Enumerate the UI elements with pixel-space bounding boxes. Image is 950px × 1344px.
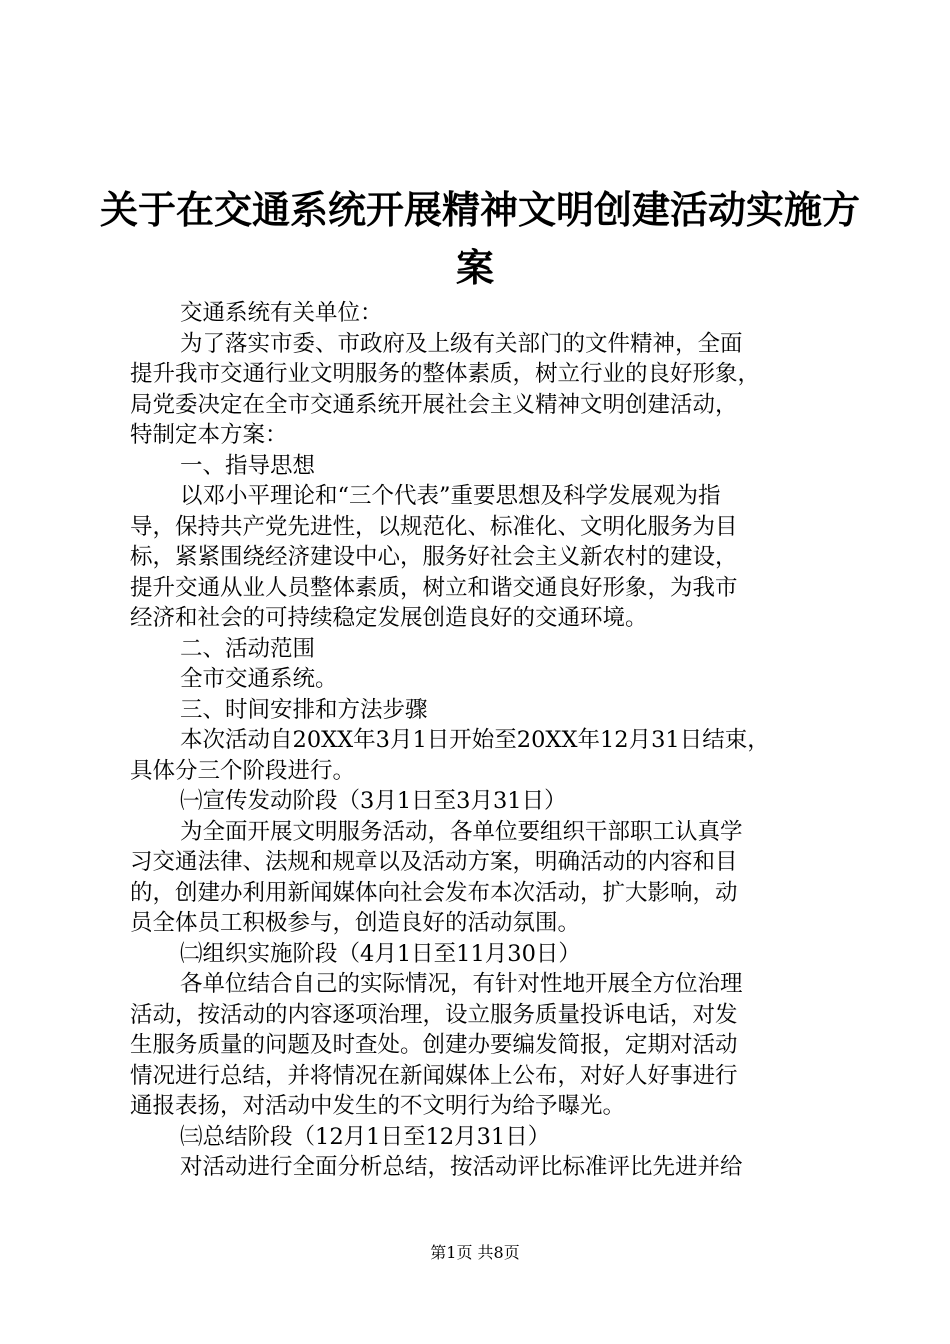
paragraph-line: 员全体员工积极参与，创造良好的活动氛围。	[130, 910, 581, 936]
document-title-line-2: 案	[455, 246, 494, 290]
paragraph-line: 以邓小平理论和“三个代表”重要思想及科学发展观为指	[180, 483, 721, 509]
subsection-heading: ㈠宣传发动阶段（3月1日至3月31日）	[180, 788, 567, 814]
paragraph-line: 特制定本方案：	[130, 422, 288, 448]
paragraph-line: 对活动进行全面分析总结，按活动评比标准评比先进并给	[180, 1154, 743, 1180]
paragraph-line: 活动，按活动的内容逐项治理，设立服务质量投诉电话，对发	[130, 1001, 738, 1028]
paragraph-line: 各单位结合自己的实际情况，有针对性地开展全方位治理	[180, 971, 743, 997]
subsection-heading: ㈡组织实施阶段（4月1日至11月30日）	[180, 940, 581, 967]
section-heading: 三、时间安排和方法步骤	[180, 696, 428, 723]
paragraph-line: 全市交通系统。	[180, 666, 338, 692]
salutation: 交通系统有关单位：	[180, 300, 383, 326]
paragraph-line: 导，保持共产党先进性，以规范化、标准化、文明化服务为目	[130, 513, 738, 540]
paragraph-line: 为全面开展文明服务活动，各单位要组织干部职工认真学	[180, 818, 743, 845]
paragraph-line: 标，紧紧围绕经济建设中心，服务好社会主义新农村的建设，	[130, 544, 738, 570]
paragraph-line: 提升我市交通行业文明服务的整体素质，树立行业的良好形象，	[130, 361, 761, 387]
paragraph-line: 本次活动自20XX年3月1日开始至20XX年12月31日结束，	[180, 727, 770, 753]
paragraph-line: 生服务质量的问题及时查处。创建办要编发简报，定期对活动	[130, 1032, 738, 1058]
paragraph-line: 局党委决定在全市交通系统开展社会主义精神文明创建活动，	[130, 391, 738, 418]
paragraph-line: 经济和社会的可持续稳定发展创造良好的交通环境。	[130, 605, 648, 631]
paragraph-line: 提升交通从业人员整体素质，树立和谐交通良好形象，为我市	[130, 574, 738, 601]
paragraph-line: 习交通法律、法规和规章以及活动方案，明确活动的内容和目	[130, 849, 738, 875]
paragraph-line: 为了落实市委、市政府及上级有关部门的文件精神，全面	[180, 330, 743, 357]
document-body	[130, 298, 830, 1183]
paragraph-line: 情况进行总结，并将情况在新闻媒体上公布，对好人好事进行	[130, 1062, 738, 1089]
paragraph-line: 具体分三个阶段进行。	[130, 757, 356, 784]
document-title-line-1: 关于在交通系统开展精神文明创建活动实施方	[100, 188, 861, 232]
section-heading: 二、活动范围	[180, 635, 316, 662]
subsection-heading: ㈢总结阶段（12月1日至12月31日）	[180, 1123, 551, 1150]
paragraph-line: 通报表扬，对活动中发生的不文明行为给予曝光。	[130, 1093, 626, 1119]
page-number-footer: 第1页 共8页	[430, 1243, 520, 1262]
paragraph-line: 的，创建办利用新闻媒体向社会发布本次活动，扩大影响，动	[130, 879, 738, 906]
section-heading: 一、指导思想	[180, 452, 316, 479]
